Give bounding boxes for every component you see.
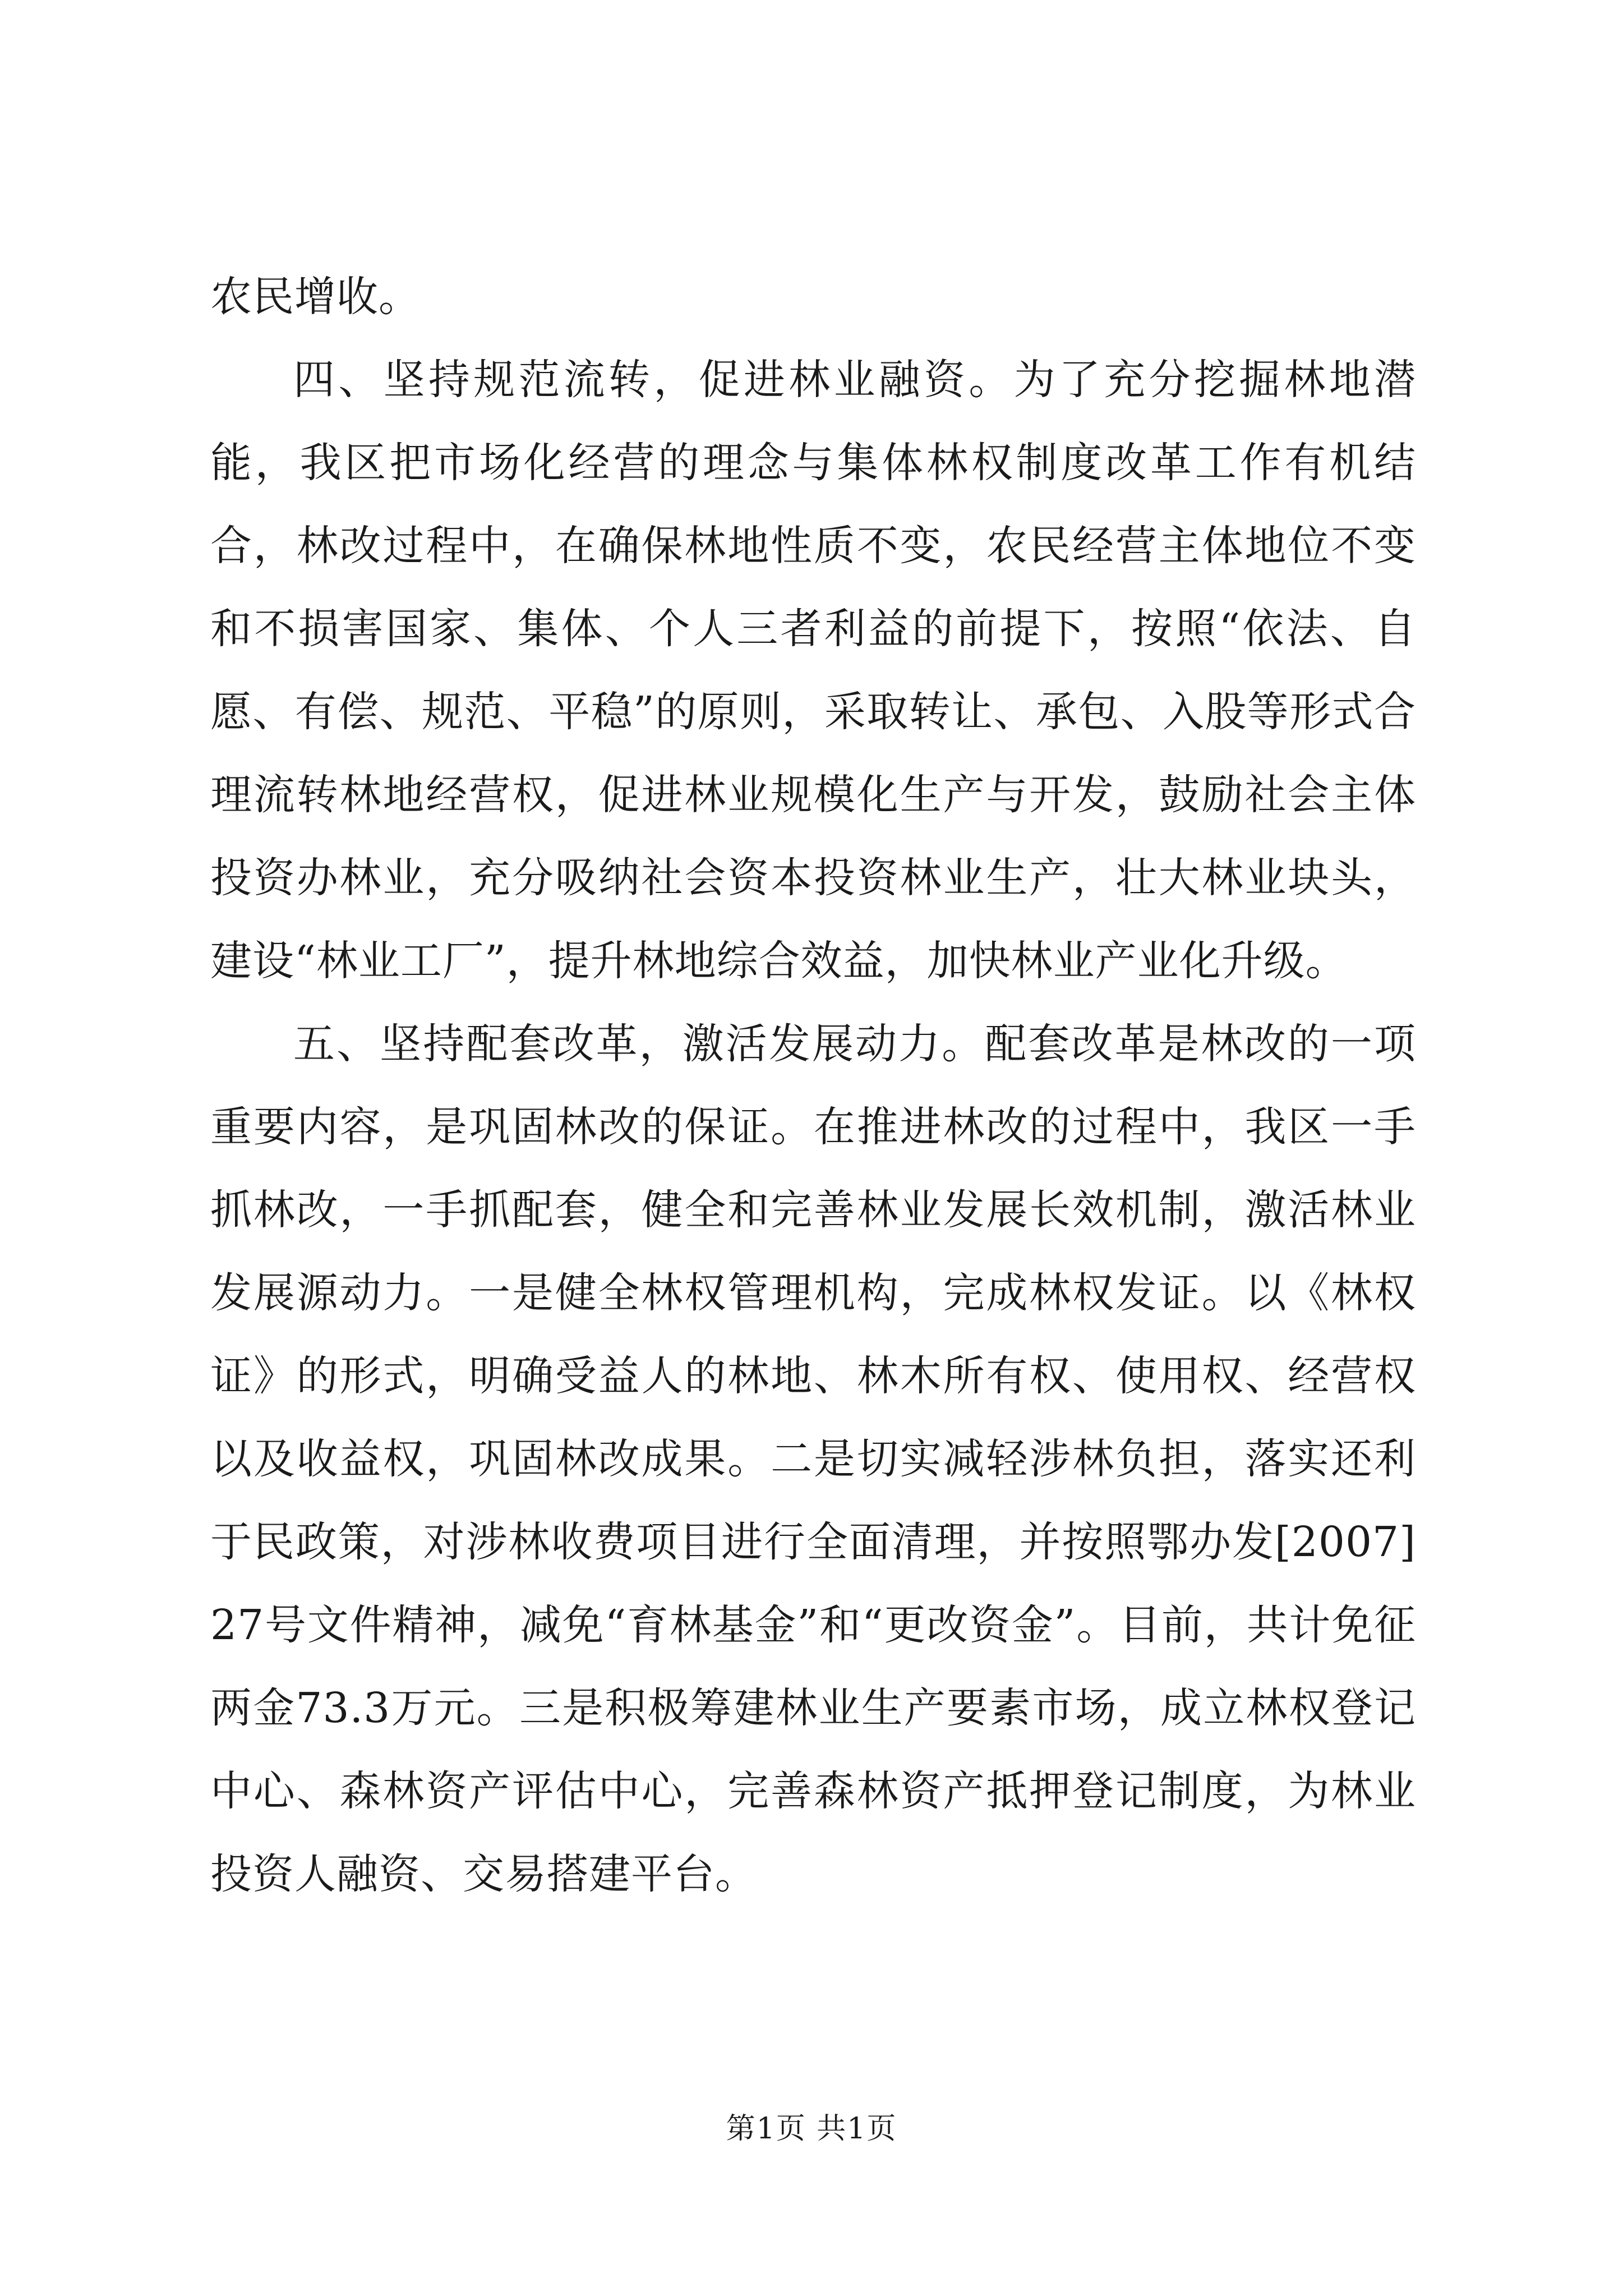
- paragraph-continuation: 农民增收。: [210, 273, 421, 321]
- paragraph-section-four: 四、坚持规范流转，促进林业融资。为了充分挖掘林地潜能，我区把市场化经营的理念与集体林权制度改革工作有机结合，林改过程中，在确保林地性质不变，农民经营主体地位不变和不损害国家、集体、个人三者利益的前提下，按照“依法、自愿、有偿、规范、平稳”的原则，采取转让、承包、入股等形式合理流转林地经营权，促进林业规模化生产与开发，鼓励社会主体投资办林业，充分吸纳社会资本投资林业生产，壮大林业块头，建设“林业工厂”，提升林地综合效益，加快林业产业化升级。: [210, 356, 1416, 985]
- page-footer: 第1页 共1页: [726, 2112, 897, 2146]
- paragraph-section-five: 五、坚持配套改革，激活发展动力。配套改革是林改的一项重要内容，是巩固林改的保证。在推进林改的过程中，我区一手抓林改，一手抓配套，健全和完善林业发展长效机制，激活林业发展源动力。一是健全林权管理机构，完成林权发证。以《林权证》的形式，明确受益人的林地、林木所有权、使用权、经营权以及收益权，巩固林改成果。二是切实减轻涉林负担，落实还利于民政策，对涉林收费项目进行全面清理，并按照鄂办发[2007]27号文件精神，减免“育林基金”和“更改资金”。目前，共计免征两金73.3万元。三是积极筹建林业生产要素市场，成立林权登记中心、森林资产评估中心，完善森林资产抵押登记制度，为林业投资人融资、交易搭建平台。: [210, 1020, 1416, 1898]
- document-body: [210, 255, 1416, 1916]
